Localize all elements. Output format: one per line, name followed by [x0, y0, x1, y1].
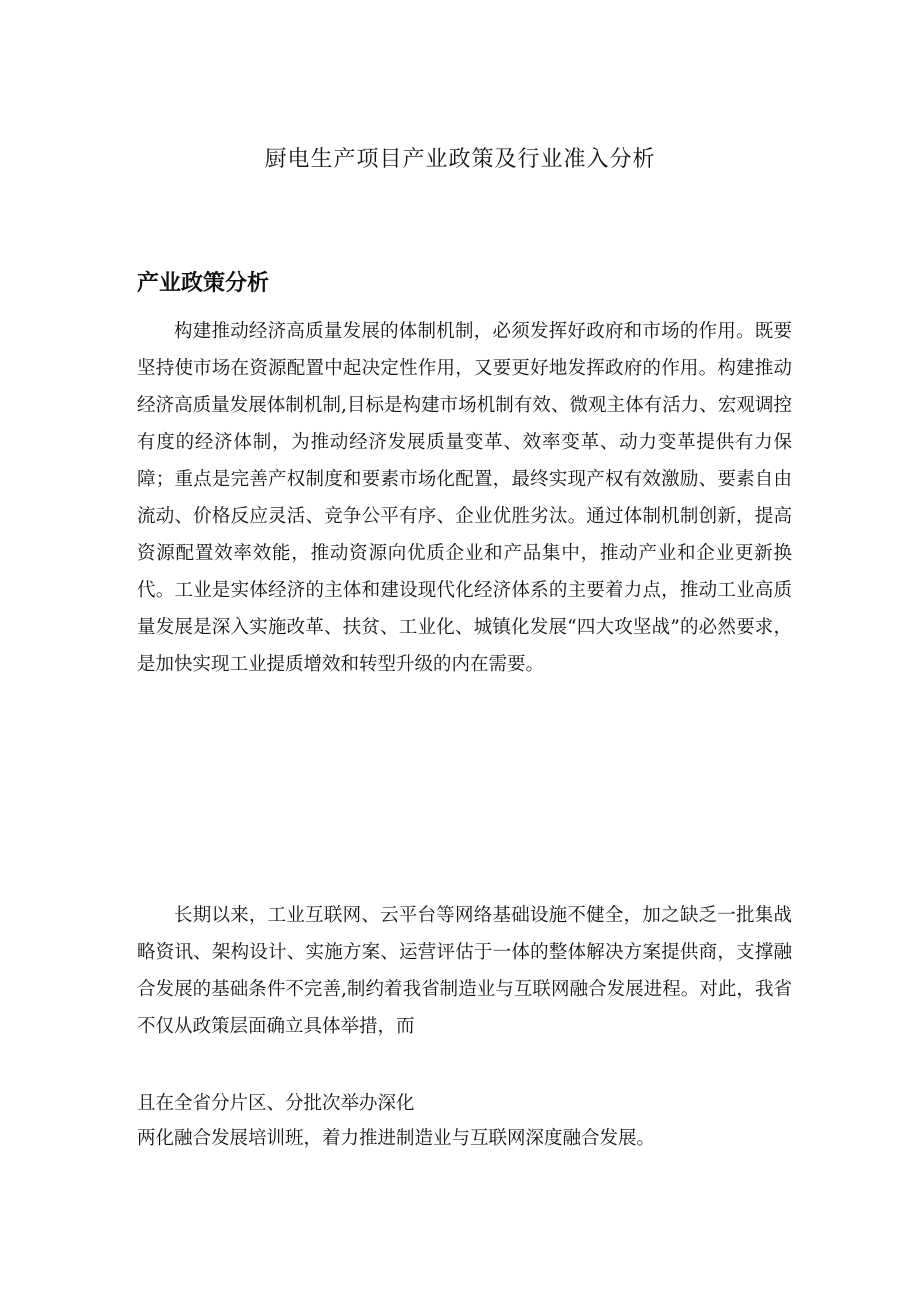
body-paragraph-1: 构建推动经济高质量发展的体制机制，必须发挥好政府和市场的作用。既要坚持使市场在资源配置中起决定性作用，又要更好地发挥政府的作用。构建推动经济高质量发展体制机制,目标是构建市场机制有效、微观主体有活力、宏观调控有度的经济体制，为推动经济发展质量变革、效率变革、动力变革提供有力保障；重点是完善产权制度和要素市场化配置，最终实现产权有效激励、要素自由流动、价格反应灵活、竞争公平有序、企业优胜劣汰。通过体制机制创新，提高资源配置效率效能，推动资源向优质企业和产品集中，推动产业和企业更新换代。工业是实体经济的主体和建设现代化经济体系的主要着力点，推动工业高质量发展是深入实施改革、扶贫、工业化、城镇化发展“四大攻坚战”的必然要求，是加快实现工业提质增效和转型升级的内在需要。 [137, 321, 792, 675]
body-line-continuation: 且在全省分片区、分批次举办深化 [137, 1093, 415, 1114]
body-line-final: 两化融合发展培训班，着力推进制造业与互联网深度融合发展。 [137, 1128, 656, 1149]
section-heading: 产业政策分析 [137, 271, 270, 296]
body-paragraph-2: 长期以来，工业互联网、云平台等网络基础设施不健全，加之缺乏一批集战略资讯、架构设计、实施方案、运营评估于一体的整体解决方案提供商，支撑融合发展的基础条件不完善,制约着我省制造业与互联网融合发展进程。对此，我省不仅从政策层面确立具体举措，而 [137, 905, 792, 1037]
document-title: 厨电生产项目产业政策及行业准入分析 [264, 147, 656, 172]
